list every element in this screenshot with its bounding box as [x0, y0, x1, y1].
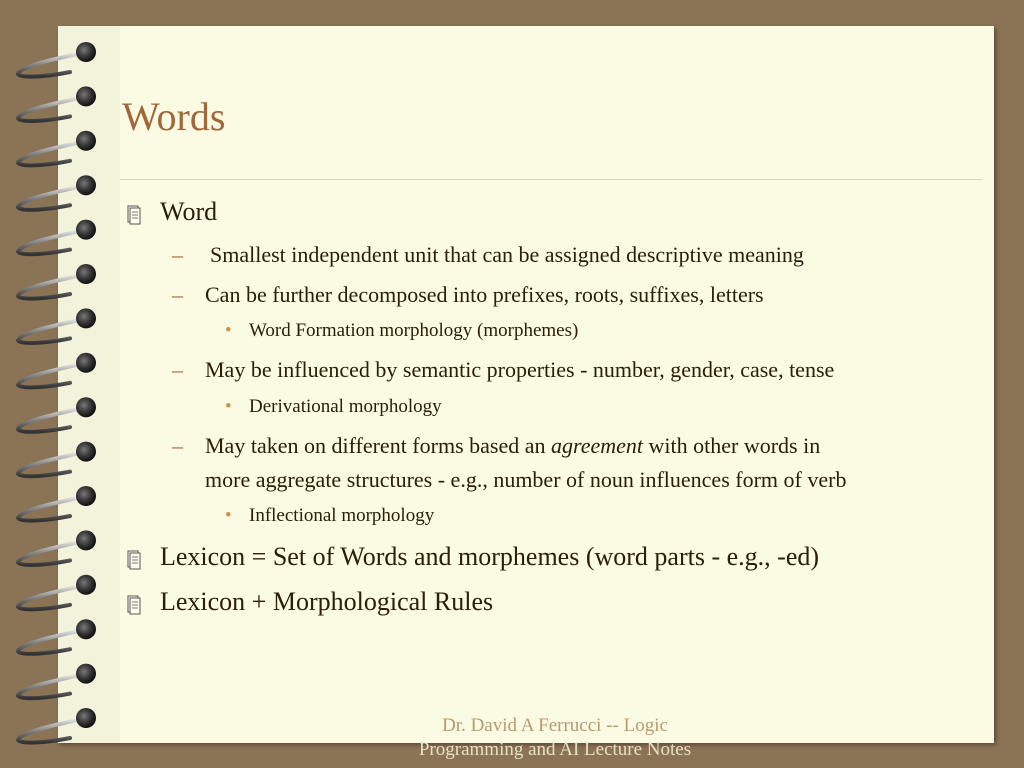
slide-footer	[390, 714, 720, 762]
footer-line-2: Programming and AI Lecture Notes	[418, 739, 692, 760]
agreement-text-before: May taken on different forms based an	[205, 433, 551, 458]
sub-sub-bullet-inflectional: Inflectional morphology	[249, 505, 435, 526]
dot-marker: •	[225, 505, 232, 526]
footer-line-1: Dr. David A Ferrucci -- Logic	[442, 715, 668, 736]
slide-title: Words	[122, 94, 226, 139]
bullet-word: Word	[160, 197, 218, 226]
bullet-lexicon-definition: Lexicon = Set of Words and morphemes (word parts - e.g., -ed)	[160, 542, 820, 571]
dot-marker: •	[225, 396, 232, 417]
dash-marker: –	[172, 357, 183, 382]
page-bullet-icon	[122, 548, 144, 570]
dash-marker: –	[172, 242, 183, 267]
sub-sub-bullet-word-formation: Word Formation morphology (morphemes)	[249, 320, 579, 341]
dot-marker: •	[225, 320, 232, 341]
sub-bullet-smallest-unit: Smallest independent unit that can be assigned descriptive meaning	[210, 242, 804, 267]
agreement-emphasis: agreement	[550, 433, 644, 458]
sub-bullet-semantic-properties: May be influenced by semantic properties - number, gender, case, tense	[205, 357, 835, 382]
page-bullet-icon	[122, 593, 144, 615]
sub-bullet-agreement-line2: more aggregate structures - e.g., number of noun influences form of verb	[205, 467, 847, 492]
sub-bullet-agreement	[205, 433, 820, 459]
sub-bullet-decomposed: Can be further decomposed into prefixes, roots, suffixes, letters	[205, 282, 764, 307]
bullet-lexicon-rules: Lexicon + Morphological Rules	[160, 587, 494, 616]
dash-marker: –	[172, 433, 183, 458]
agreement-text-after: with other words in	[643, 433, 821, 458]
page-bullet-icon	[122, 203, 144, 225]
dash-marker: –	[172, 282, 183, 307]
sub-sub-bullet-derivational: Derivational morphology	[249, 396, 442, 417]
